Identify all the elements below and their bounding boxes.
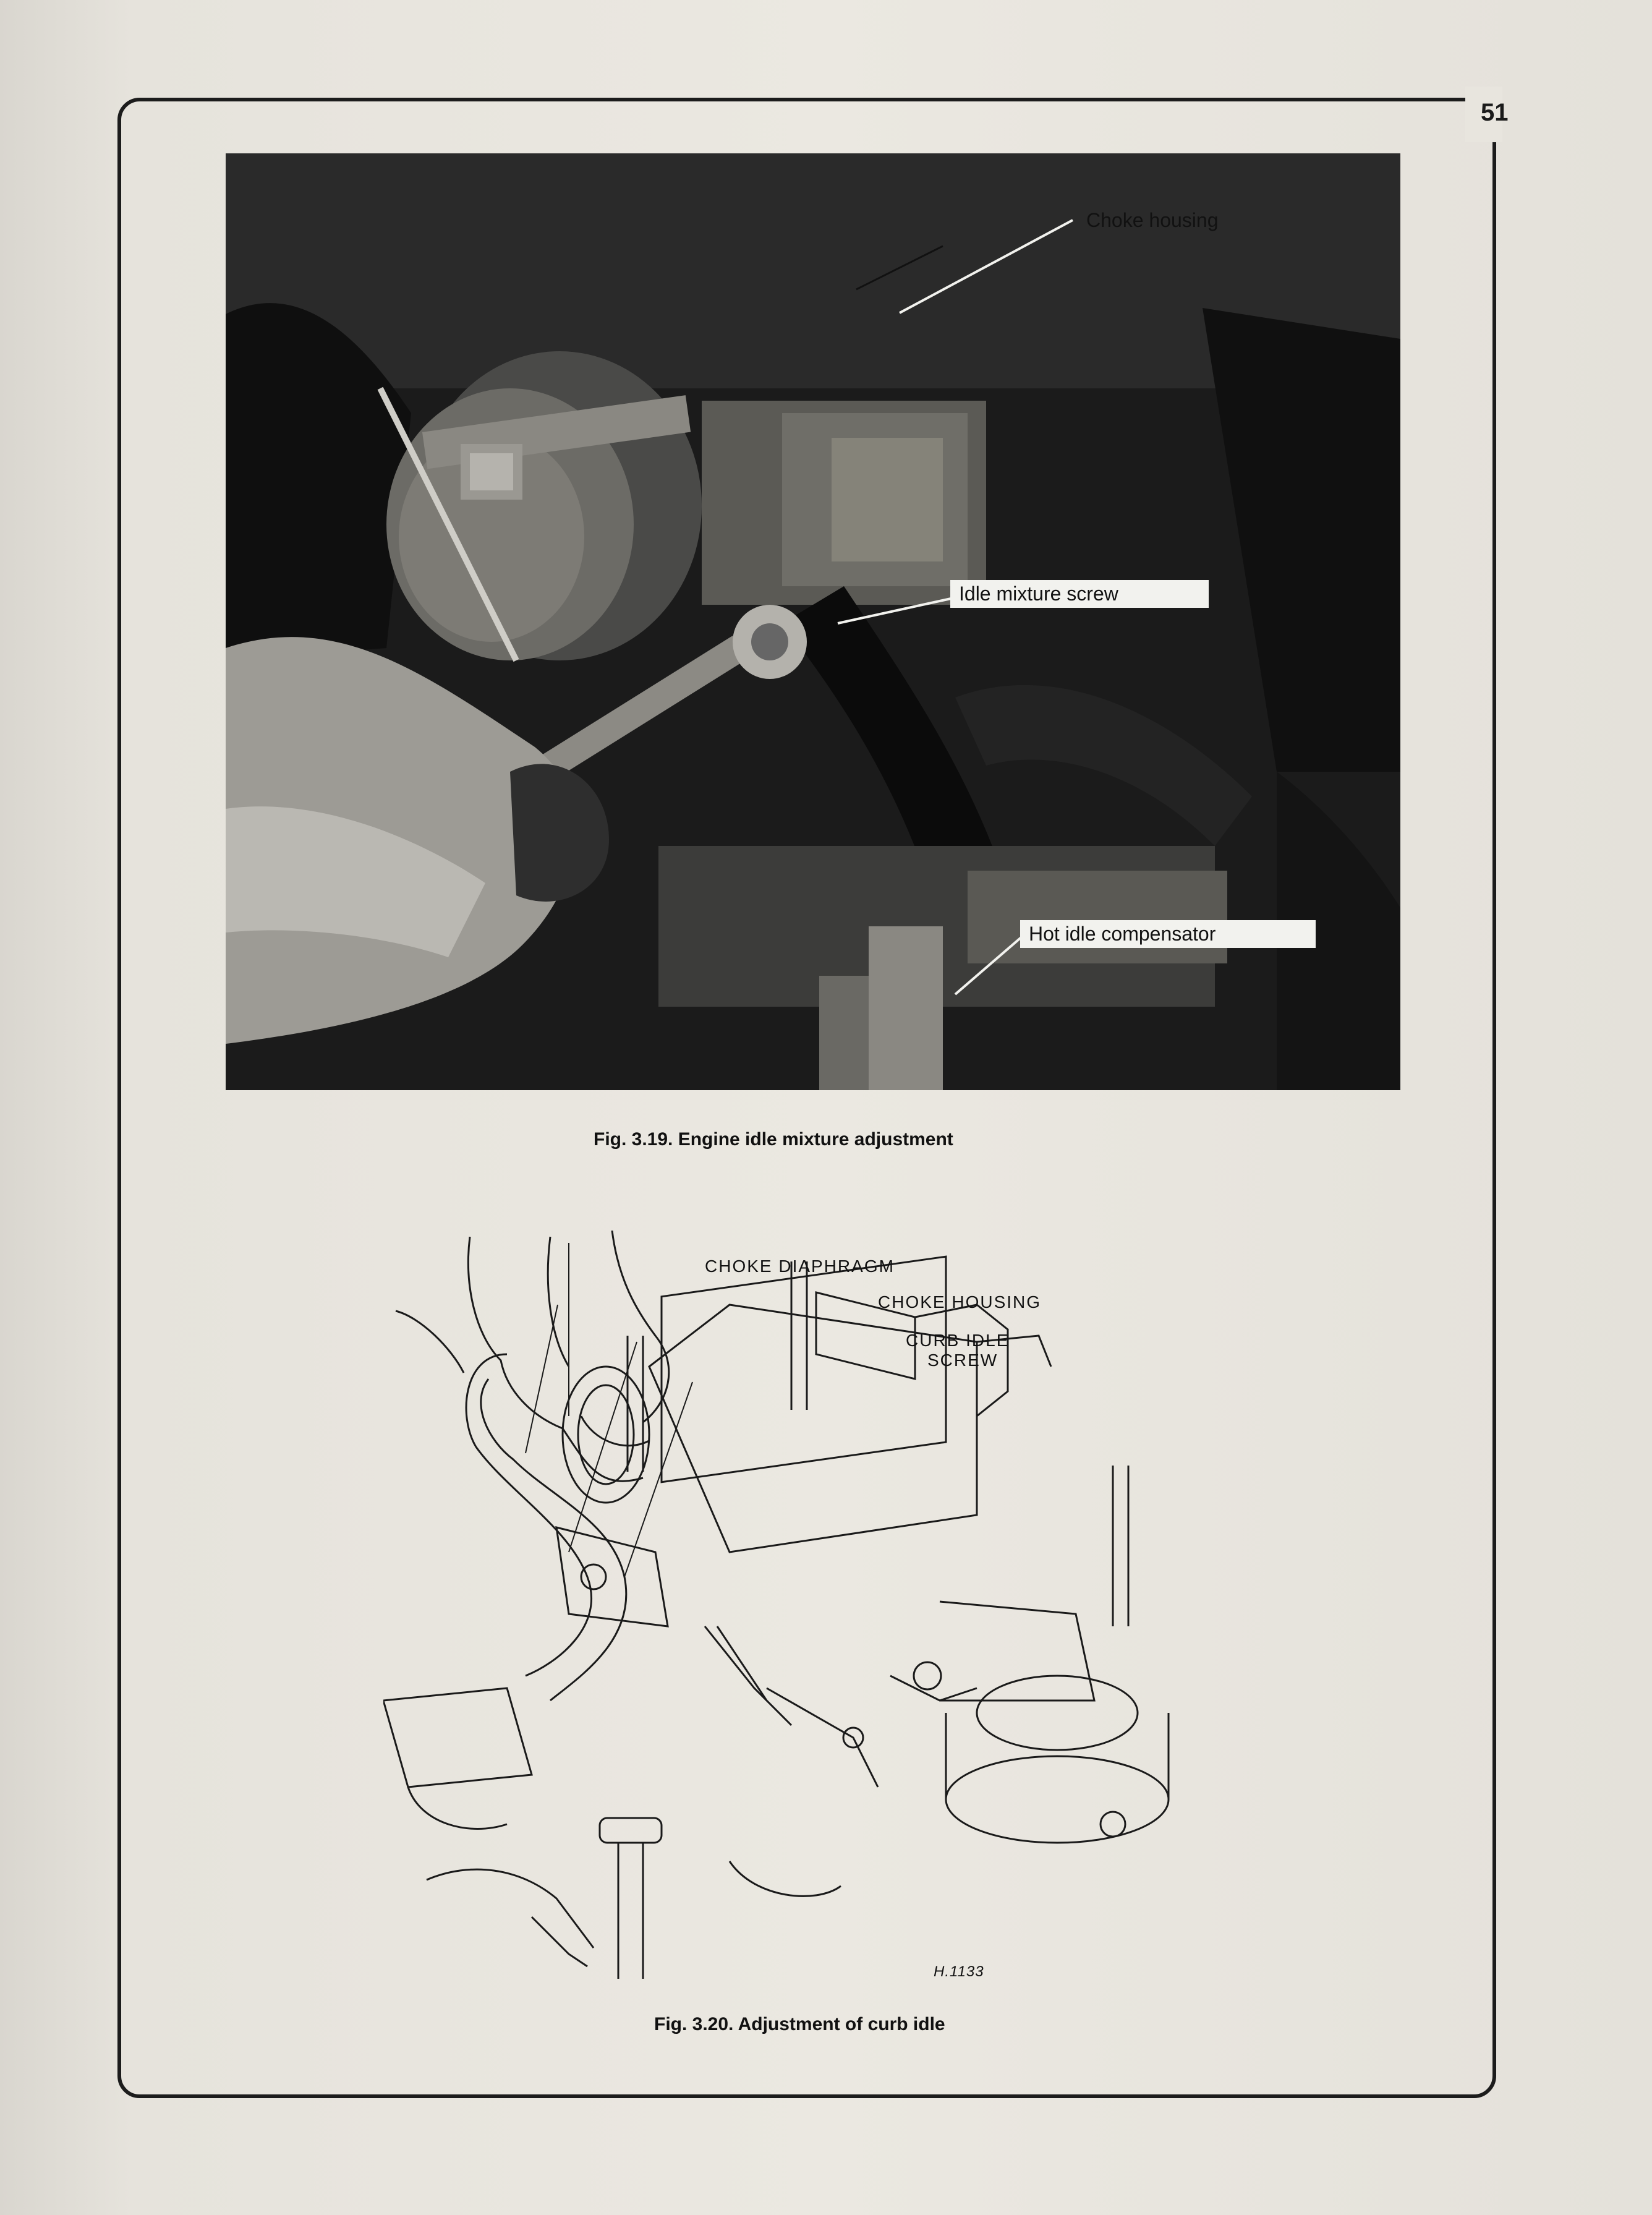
label-curb-idle-screw-2: SCREW: [927, 1351, 998, 1370]
figure-caption-320: Fig. 3.20. Adjustment of curb idle: [654, 2014, 945, 2034]
drawing-reference: H.1133: [934, 1963, 984, 1980]
label-hot-idle-compensator: Hot idle compensator: [1020, 920, 1316, 948]
leader-lines: [226, 153, 1400, 1090]
label-choke-diaphragm: CHOKE DIAPHRAGM: [705, 1257, 895, 1276]
engine-photo: [226, 153, 1400, 1090]
label-choke-housing: Choke housing: [1086, 209, 1219, 231]
carburetor-drawing: [383, 1231, 1280, 1985]
figure-caption-319: Fig. 3.19. Engine idle mixture adjustment: [594, 1129, 953, 1150]
label-choke-housing-drawing: CHOKE HOUSING: [878, 1292, 1042, 1312]
label-curb-idle-screw-1: CURB IDLE: [906, 1331, 1010, 1350]
carburetor-line-art: [383, 1231, 1280, 1985]
label-idle-mixture-screw: Idle mixture screw: [950, 580, 1209, 608]
page-number: 51: [1481, 99, 1509, 126]
